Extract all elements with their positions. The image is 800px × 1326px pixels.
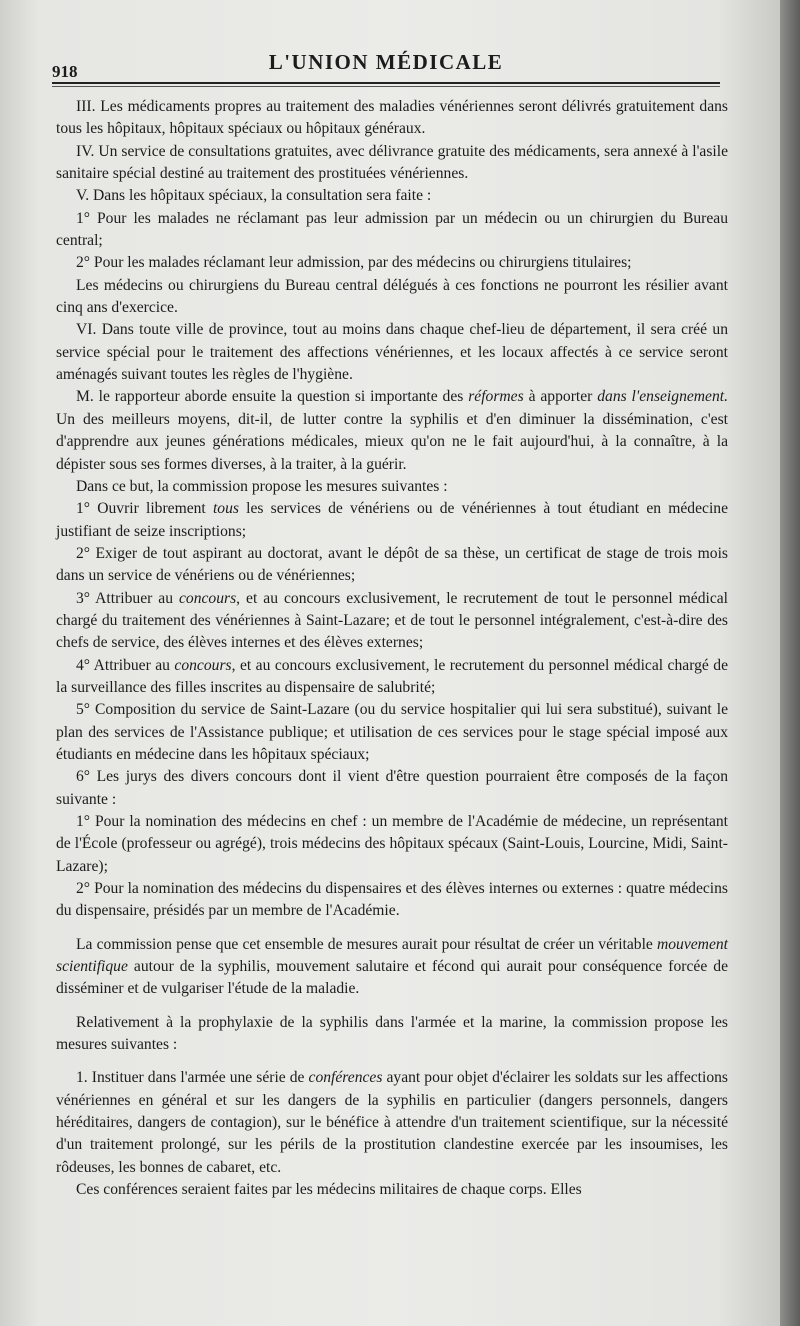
paragraph: [56, 275, 728, 320]
paragraph: [56, 476, 728, 498]
body-text: [56, 96, 728, 1202]
paragraph-text: à apporter: [523, 388, 598, 406]
paragraph-text: Ces conférences seraient faites par les médecins militaires de chaque corps. Elles: [76, 1181, 582, 1199]
paragraph-text: Relativement à la prophylaxie de la syphilis dans l'armée et la marine, la commission propose les mesures suivantes :: [56, 1013, 728, 1054]
page-edge-shadow: [780, 0, 800, 1326]
emphasis-text: concours: [179, 589, 237, 607]
paragraph: [56, 208, 728, 253]
paragraph: [56, 543, 728, 588]
paragraph-text: La commission pense que cet ensemble de mesures aurait pour résultat de créer un véritable: [76, 935, 657, 953]
paragraph-text: 4° Attribuer au: [76, 656, 175, 674]
paragraph-text: autour de la syphilis, mouvement salutaire et fécond qui aurait pour conséquence forcée de disséminer et de vulgariser l'étude de la maladie.: [56, 958, 728, 998]
paragraph-text: 1° Pour les malades ne réclamant pas leur admission par un médecin ou un chirurgien du Bureau central;: [56, 209, 728, 250]
paragraph: [56, 588, 728, 655]
paragraph-text: V. Dans les hôpitaux spéciaux, la consultation sera faite :: [76, 187, 432, 205]
paragraph: [56, 1179, 728, 1201]
paragraph: [56, 766, 728, 811]
paragraph: [56, 252, 728, 274]
page-header: [52, 42, 720, 82]
paragraph-text: Dans ce but, la commission propose les mesures suivantes :: [76, 477, 448, 495]
emphasis-text: tous: [212, 500, 239, 518]
emphasis-text: dans l'enseignement.: [597, 388, 728, 406]
paragraph: [56, 185, 728, 207]
paragraph: [56, 96, 728, 141]
header-rule-thin: [52, 86, 720, 87]
paragraph: [56, 1012, 728, 1057]
paragraph: [56, 699, 728, 766]
paragraph-text: 2° Exiger de tout aspirant au doctorat, avant le dépôt de sa thèse, un certificat de stage de trois mois dans un service de vénériens ou de vénériennes;: [56, 544, 728, 585]
paragraph: [56, 319, 728, 386]
paragraph-text: 3° Attribuer au: [76, 589, 179, 607]
emphasis-text: réformes: [468, 388, 524, 406]
paragraph-text: , et au concours exclusivement, le recrutement de tout le personnel médical chargé du traitement des vénériennes à Saint-Lazare; et de tout le personnel intégralement, c'est-à-dire des chefs de service, des élèves internes et des élèves externes;: [56, 589, 728, 652]
paragraph-text: III. Les médicaments propres au traitement des maladies vénériennes seront délivrés gratuitement dans tous les hôpitaux, hôpitaux spéciaux ou hôpitaux généraux.: [56, 98, 728, 138]
paragraph-text: 2° Pour la nomination des médecins du dispensaires et des élèves internes ou externes : quatre médecins du dispensaire, présidés par un membre de l'Académie.: [56, 880, 728, 920]
paragraph-text: IV. Un service de consultations gratuites, avec délivrance gratuite des médicaments, sera annexé à l'asile sanitaire spécial destiné au traitement des prostituées vénériennes.: [56, 142, 728, 183]
paragraph-text: les services de vénériens ou de vénériennes à tout étudiant en médecine justifiant de seize inscriptions;: [56, 500, 728, 540]
paragraph-text: 2° Pour les malades réclamant leur admission, par des médecins ou chirurgiens titulaires;: [76, 254, 632, 272]
paragraph: [56, 498, 728, 543]
page-number: 918: [52, 62, 78, 81]
paragraph-text: 1° Pour la nomination des médecins en chef : un membre de l'Académie de médecine, un représentant de l'École (professeur ou agrégé), trois médecins des hôpitaux spécaux (Saint-Louis, Lourcine, Midi, Saint-Lazare);: [56, 813, 728, 875]
emphasis-text: concours: [174, 656, 232, 674]
paragraph: [56, 655, 728, 700]
paragraph: [56, 811, 728, 878]
paragraph: [56, 386, 728, 475]
paragraph-text: VI. Dans toute ville de province, tout au moins dans chaque chef-lieu de département, il sera créé un service spécial pour le traitement des affections vénériennes, et les locaux affectés à ce service seront aménagés suivant toutes les règles de l'hygiène.: [56, 321, 728, 384]
paragraph-text: Un des meilleurs moyens, dit-il, de lutter contre la syphilis et d'en diminuer la dissémination, c'est d'apprendre aux jeunes générations médicales, mieux qu'on ne le fait aujourd'hui, à la connaître, à la dépister sous ses formes diverses, à la traiter, à la guérir.: [56, 410, 728, 473]
emphasis-text: conférences: [308, 1069, 383, 1087]
paragraph-text: 5° Composition du service de Saint-Lazare (ou du service hospitalier qui lui sera substitué), suivant le plan des services de l'Assistance publique; et utilisation de ces services pour le stage spécial imposé aux étudiants en médecine dans les hôpitaux spéciaux;: [56, 701, 728, 763]
paragraph: [56, 878, 728, 923]
emphasis-text: mouvement scientifique: [56, 935, 728, 976]
paragraph-text: , et au concours exclusivement, le recrutement du personnel médical chargé de la surveillance des filles inscrites au dispensaire de salubrité;: [56, 656, 728, 696]
paragraph: [56, 934, 728, 1001]
paragraph-text: 1. Instituer dans l'armée une série de: [76, 1069, 309, 1087]
paragraph-text: M. le rapporteur aborde ensuite la question si importante des: [76, 388, 469, 406]
paragraph-text: 1° Ouvrir librement: [76, 500, 213, 518]
paragraph: [56, 1067, 728, 1179]
paragraph-text: Les médecins ou chirurgiens du Bureau central délégués à ces fonctions ne pourront les résilier avant cinq ans d'exercice.: [56, 276, 728, 317]
paragraph-text: ayant pour objet d'éclairer les soldats sur les affections vénériennes en général et sur les dangers de la syphilis en particulier (dangers personnels, dangers héréditaires, dangers de contagion), sur le bénéfice à attendre d'un traitement scientifique, sur la nécessité d'un traitement prolongé, sur les périls de la prostitution clandestine exercée par les insoumises, les rôdeuses, les bonnes de cabaret, etc.: [56, 1069, 728, 1176]
header-rule: [52, 82, 720, 84]
running-title: L'UNION MÉDICALE: [268, 50, 504, 74]
paragraph: [56, 141, 728, 186]
paragraph-text: 6° Les jurys des divers concours dont il vient d'être question pourraient être composés de la façon suivante :: [56, 768, 728, 808]
